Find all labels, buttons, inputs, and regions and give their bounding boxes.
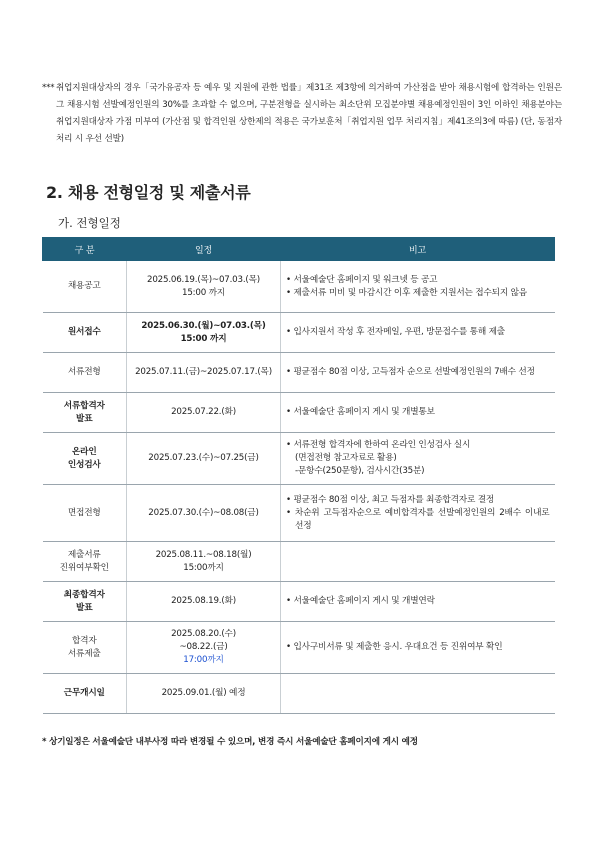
- section-title: 2. 채용 전형일정 및 제출서류: [46, 183, 251, 202]
- note-marker: ***: [42, 83, 55, 93]
- note-bullet: • 입사구비서류 및 제출한 응시. 우대요건 등 진위여부 확인: [286, 642, 503, 652]
- cell-step: [43, 353, 127, 393]
- cell-note: [281, 674, 555, 714]
- cell-date: [127, 582, 281, 622]
- cell-date: [127, 393, 281, 433]
- cell-note: [281, 622, 555, 674]
- step-line: 발표: [76, 602, 93, 613]
- eligibility-note: [42, 80, 562, 148]
- table-row: [43, 485, 555, 542]
- cell-note: [281, 433, 555, 485]
- step-line: 서류전형: [67, 367, 101, 377]
- date-line: 2025.06.19.(목)~07.03.(목): [147, 274, 260, 285]
- note-bullet: • 서울예술단 홈페이지 게시 및 개별통보: [286, 407, 435, 417]
- table-row: [43, 433, 555, 485]
- date-line: 2025.08.19.(화): [171, 596, 236, 606]
- subsection-title: 가. 전형일정: [58, 216, 121, 230]
- step-line: 온라인: [71, 446, 97, 457]
- cell-step: [43, 542, 127, 582]
- step-line: 진위여부확인: [59, 562, 109, 573]
- date-line: 2025.07.23.(수)~07.25(금): [148, 453, 259, 463]
- step-line: 합격자: [71, 635, 97, 646]
- cell-step: [43, 393, 127, 433]
- cell-note: [281, 261, 555, 313]
- table-row: [43, 674, 555, 714]
- table-row: [43, 261, 555, 313]
- cell-note: [281, 582, 555, 622]
- step-line: 서류합격자: [63, 400, 105, 411]
- note-sub-line: -문항수(250문항), 검사시간(35분): [295, 466, 425, 476]
- cell-note: [281, 353, 555, 393]
- cell-date: [127, 485, 281, 542]
- date-line: 2025.08.20.(수): [171, 629, 236, 639]
- step-line: 채용공고: [67, 281, 101, 291]
- date-line: 2025.09.01.(월) 예정: [161, 688, 246, 698]
- cell-date: [127, 542, 281, 582]
- cell-note: [281, 542, 555, 582]
- table-row: [43, 622, 555, 674]
- cell-date: [127, 674, 281, 714]
- step-line: 근무개시일: [63, 688, 105, 698]
- schedule-body: [43, 261, 555, 714]
- footer-note: * 상기일정은 서울예술단 내부사정 따라 변경될 수 있으며, 변경 즉시 서울예술단 홈페이지에 게시 예정: [42, 737, 418, 747]
- note-bullet: • 차순위 고득점자순으로 예비합격자를 선발예정인원의 2배수 이내로 선정: [286, 507, 550, 531]
- date-line: 15:00 까지: [182, 287, 225, 298]
- cell-step: [43, 674, 127, 714]
- note-bullet: • 서울예술단 홈페이지 게시 및 개별연락: [286, 596, 435, 606]
- date-line: 2025.07.30.(수)~08.08(금): [148, 507, 259, 518]
- note-bullet: • 입사지원서 작성 후 전자메일, 우편, 방문접수를 통해 제출: [286, 327, 505, 337]
- note-bullet: • 서울예술단 홈페이지 및 워크넷 등 공고: [286, 274, 438, 285]
- cell-step: [43, 313, 127, 353]
- step-line: 최종합격자: [63, 589, 105, 600]
- cell-date: [127, 433, 281, 485]
- date-line: 2025.08.11.~08.18(월): [155, 549, 252, 560]
- schedule-table: [42, 237, 555, 714]
- cell-step: [43, 261, 127, 313]
- cell-date: [127, 261, 281, 313]
- note-bullet: • 서류전형 합격자에 한하여 온라인 인성검사 실시: [286, 440, 471, 450]
- date-line: 17:00까지: [183, 655, 224, 665]
- date-line: 15:00까지: [183, 562, 224, 573]
- date-line: 2025.07.22.(화): [171, 407, 236, 417]
- cell-date: [127, 622, 281, 674]
- cell-date: [127, 313, 281, 353]
- date-line: 15:00 까지: [180, 333, 227, 344]
- note-sub-line: (면접전형 참고자료로 활용): [295, 453, 397, 463]
- cell-note: [281, 393, 555, 433]
- step-line: 인성검사: [67, 459, 101, 470]
- header-step: 구 분: [43, 238, 127, 261]
- note-bullet: • 평균점수 80점 이상, 최고 득점자를 최종합격자로 결정: [286, 494, 495, 505]
- step-line: 발표: [76, 413, 93, 424]
- step-line: 서류제출: [67, 648, 101, 659]
- cell-step: [43, 485, 127, 542]
- table-row: [43, 393, 555, 433]
- date-line: 2025.06.30.(월)~07.03.(목): [141, 320, 266, 331]
- date-line: ~08.22.(금): [179, 642, 228, 652]
- step-line: 제출서류: [67, 549, 101, 560]
- table-header-row: [43, 238, 555, 261]
- cell-note: [281, 485, 555, 542]
- table-row: [43, 582, 555, 622]
- cell-step: [43, 622, 127, 674]
- cell-step: [43, 433, 127, 485]
- note-bullet: • 평균점수 80점 이상, 고득점자 순으로 선발예정인원의 7배수 선정: [286, 367, 535, 377]
- cell-note: [281, 313, 555, 353]
- date-line: 2025.07.11.(금)~2025.07.17.(목): [135, 367, 272, 377]
- table-row: [43, 353, 555, 393]
- step-line: 면접전형: [67, 507, 101, 518]
- step-line: 원서접수: [67, 327, 101, 337]
- note-text: 취업지원대상자의 경우「국가유공자 등 예우 및 지원에 관한 법률」제31조 제3항에 의거하여 가산점을 받아 채용시험에 합격하는 인원은 그 채용시험 선발예정인원의 30%를 초과할 수 없으며, 구분전형을 실시하는 최소단위 모집분야별 채용예정인원이 3인 이하인 채용분야는 취업지원대상자 가점 미부여 (가산점 및 합격인원 상한제의 적용은 국가보훈처「취업지원 업무 처리지침」제41조의3에 따름) (단, 동점자 처리 시 우선 선발): [56, 83, 562, 144]
- header-note: 비고: [281, 238, 555, 261]
- note-bullet: • 제출서류 미비 및 마감시간 이후 제출한 지원서는 접수되지 않음: [286, 287, 527, 298]
- table-row: [43, 542, 555, 582]
- header-date: 일정: [127, 238, 281, 261]
- cell-date: [127, 353, 281, 393]
- table-row: [43, 313, 555, 353]
- cell-step: [43, 582, 127, 622]
